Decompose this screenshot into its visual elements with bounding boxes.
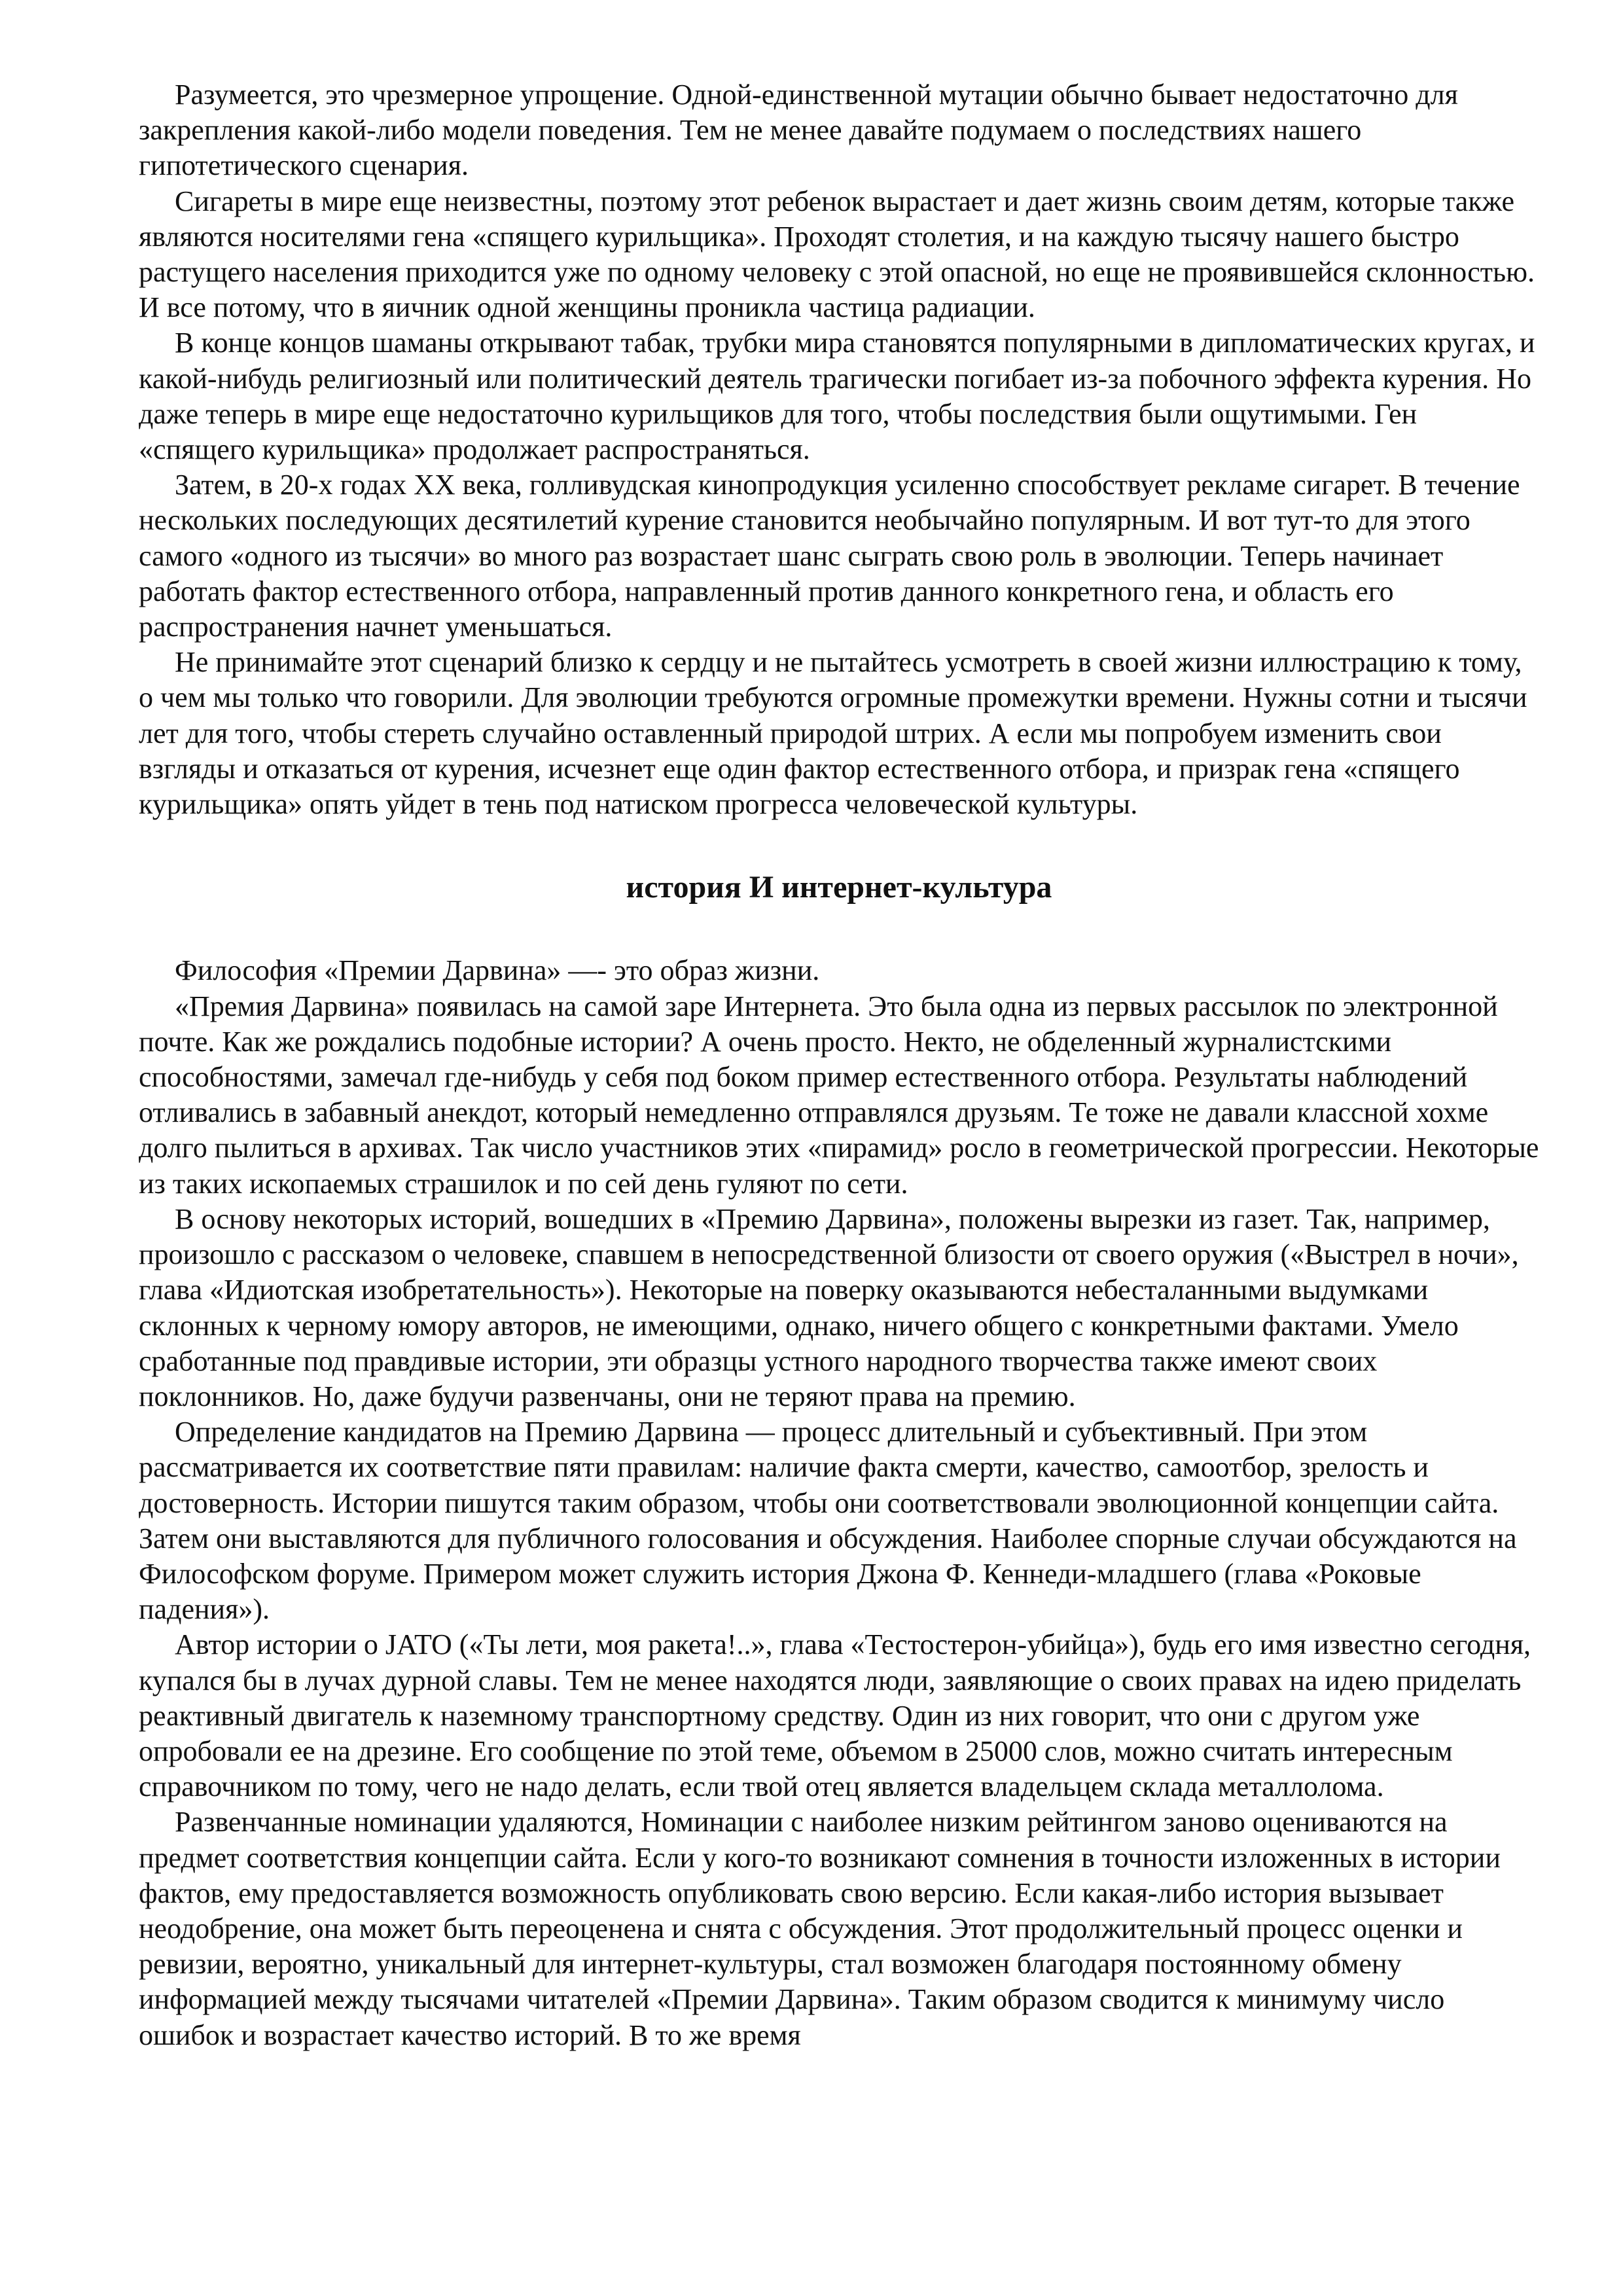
spacer	[139, 822, 1539, 870]
paragraph: Автор истории о JATO («Ты лети, моя ракета!..», глава «Тестостерон-убийца»), будь его имя известно сегодня, купался бы в лучах дурной славы. Тем не менее находятся люди, заявляющие о своих правах на идею приделать реактивный двигатель к наземному транспортному средству. Один из них говорит, что они с другом уже опробовали ее на дрезине. Его сообщение по этой теме, объемом в 25000 слов, можно считать интересным справочником по тому, чего не надо делать, если твой отец является владельцем склада металлолома.	[139, 1628, 1531, 1803]
document-page	[139, 77, 1539, 2053]
paragraph: Развенчанные номинации удаляются, Номинации с наиболее низким рейтингом заново оцениваются на предмет соответствия концепции сайта. Если у кого-то возникают сомнения в точности изложенных в истории фактов, ему предоставляется возможность опубликовать свою версию. Если какая-либо история вызывает неодобрение, она может быть переоценена и снята с обсуждения. Этот продолжительный процесс оценки и ревизии, вероятно, уникальный для интернет-культуры, стал возможен благодаря постоянному обмену информацией между тысячами читателей «Премии Дарвина». Таким образом сводится к минимуму число ошибок и возрастает качество историй. В то же время	[139, 1806, 1501, 2051]
spacer	[139, 905, 1539, 953]
paragraph: Разумеется, это чрезмерное упрощение. Одной-единственной мутации обычно бывает недостаточно для закрепления какой-либо модели поведения. Тем не менее давайте подумаем о последствиях нашего гипотетического сценария.	[139, 79, 1458, 182]
paragraph: Не принимайте этот сценарий близко к сердцу и не пытайтесь усмотреть в своей жизни иллюстрацию к тому, о чем мы только что говорили. Для эволюции требуются огромные промежутки времени. Нужны сотни и тысячи лет для того, чтобы стереть случайно оставленный природой штрих. А если мы попробуем изменить свои взгляды и отказаться от курения, исчезнет еще один фактор естественного отбора, и призрак гена «спящего курильщика» опять уйдет в тень под натиском прогресса человеческой культуры.	[139, 646, 1527, 821]
paragraph: Философия «Премии Дарвина» —- это образ жизни.	[175, 954, 820, 987]
paragraph: Сигареты в мире еще неизвестны, поэтому этот ребенок вырастает и дает жизнь своим детям, которые также являются носителями гена «спящего курильщика». Проходят столетия, и на каждую тысячу нашего быстро растущего населения приходится уже по одному человеку с этой опасной, но еще не проявившейся склонностью. И все потому, что в яичник одной женщины проникла частица радиации.	[139, 185, 1535, 324]
paragraph: Затем, в 20-х годах XX века, голливудская кинопродукция усиленно способствует рекламе сигарет. В течение нескольких последующих десятилетий курение становится необычайно популярным. И вот тут-то для этого самого «одного из тысячи» во много раз возрастает шанс сыграть свою роль в эволюции. Теперь начинает работать фактор естественного отбора, направленный против данного конкретного гена, и область его распространения начнет уменьшаться.	[139, 469, 1520, 643]
section-heading: история И интернет-культура	[626, 870, 1052, 905]
paragraph: В конце концов шаманы открывают табак, трубки мира становятся популярными в дипломатических кругах, и какой-нибудь религиозный или политический деятель трагически погибает из-за побочного эффекта курения. Но даже теперь в мире еще недостаточно курильщиков для того, чтобы последствия были ощутимыми. Ген «спящего курильщика» продолжает распространяться.	[139, 327, 1535, 466]
paragraph: Определение кандидатов на Премию Дарвина — процесс длительный и субъективный. При этом рассматривается их соответствие пяти правилам: наличие факта смерти, качество, самоотбор, зрелость и достоверность. Истории пишутся таким образом, чтобы они соответствовали эволюционной концепции сайта. Затем они выставляются для публичного голосования и обсуждения. Наиболее спорные случаи обсуждаются на Философском форуме. Примером может служить история Джона Ф. Кеннеди-младшего (глава «Роковые падения»).	[139, 1416, 1517, 1626]
paragraph: В основу некоторых историй, вошедших в «Премию Дарвина», положены вырезки из газет. Так, например, произошло с рассказом о человеке, спавшем в непосредственной близости от своего оружия («Выстрел в ночи», глава «Идиотская изобретательность»). Некоторые на поверку оказываются небесталанными выдумками склонных к черному юмору авторов, не имеющими, однако, ничего общего с конкретными фактами. Умело сработанные под правдивые истории, эти образцы устного народного творчества также имеют своих поклонников. Но, даже будучи развенчаны, они не теряют права на премию.	[139, 1202, 1519, 1412]
paragraph: «Премия Дарвина» появилась на самой заре Интернета. Это была одна из первых рассылок по электронной почте. Как же рождались подобные истории? А очень просто. Некто, не обделенный журналистскими способностями, замечал где-нибудь у себя под боком пример естественного отбора. Результаты наблюдений отливались в забавный анекдот, который немедленно отправлялся друзьям. Те тоже не давали классной хохме долго пылиться в архивах. Так число участников этих «пирамид» росло в геометрической прогрессии. Некоторые из таких ископаемых страшилок и по сей день гуляют по сети.	[139, 990, 1539, 1200]
